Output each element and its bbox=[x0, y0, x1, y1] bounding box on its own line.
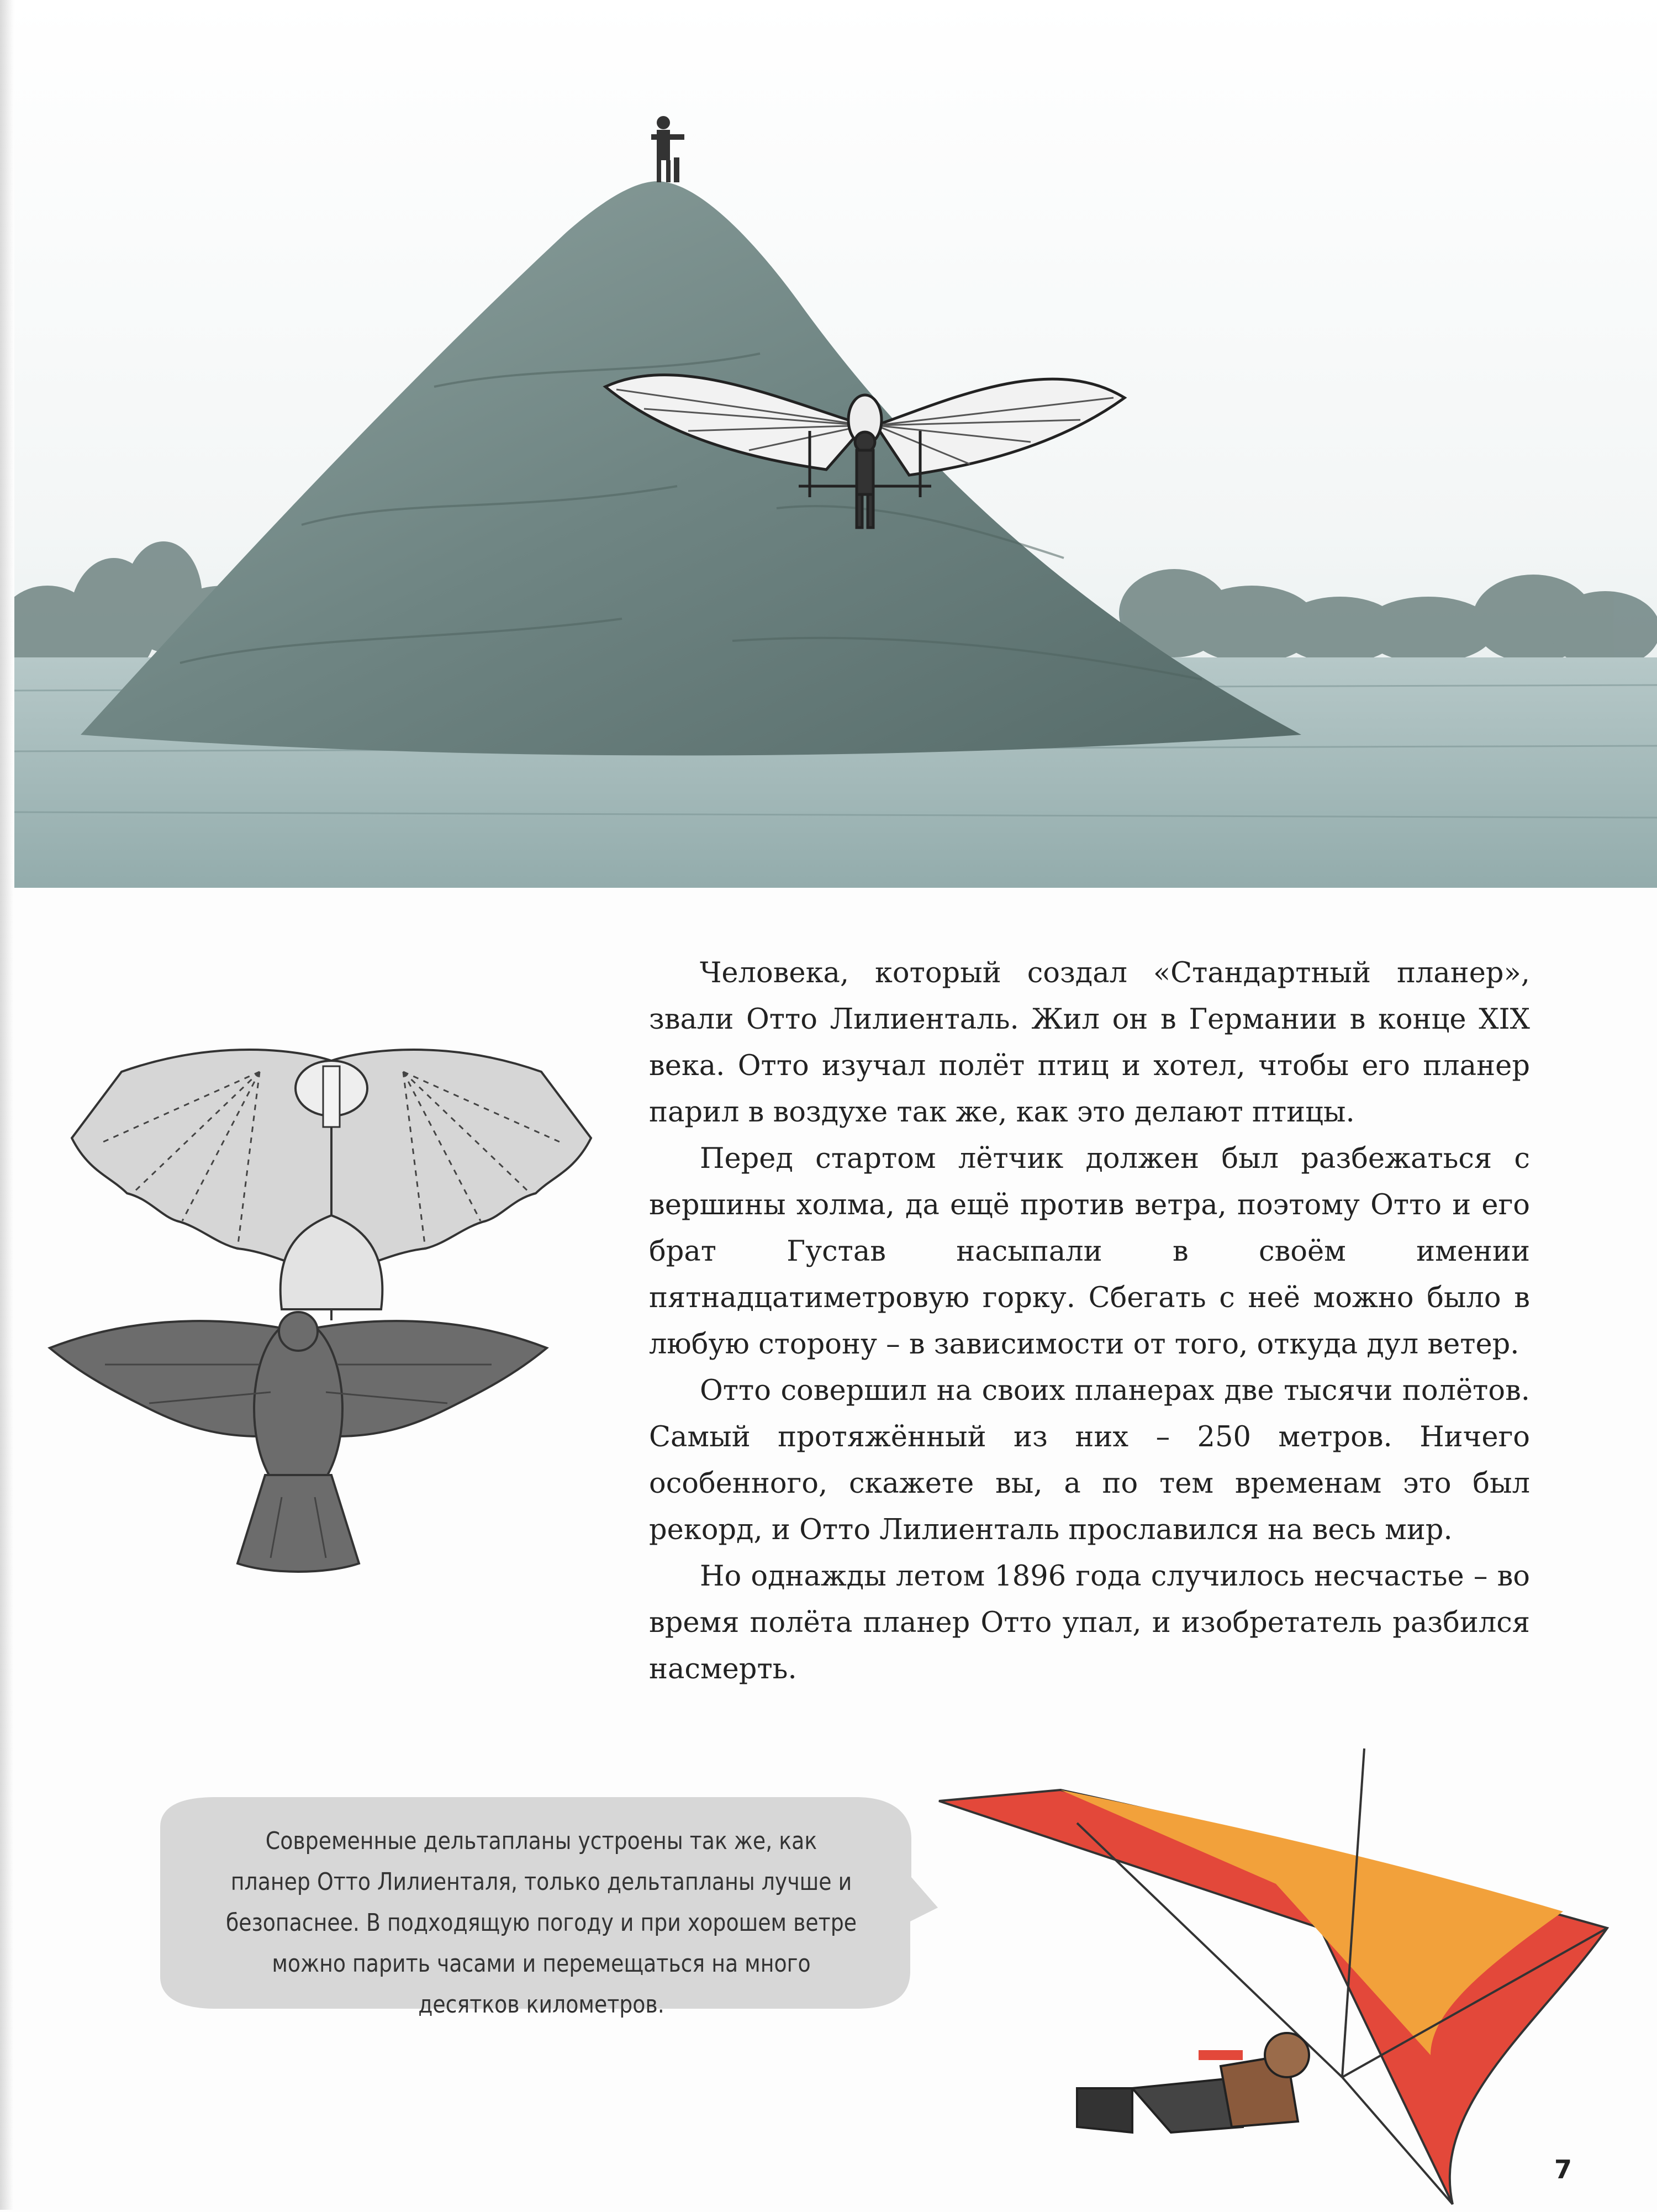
pilot bbox=[1077, 2033, 1309, 2132]
main-text bbox=[649, 950, 1530, 1693]
glider-diagram bbox=[39, 1033, 624, 1334]
paragraph-2: Перед стартом лётчик должен был разбежаться с вершины холма, да ещё против ветра, поэтому Отто и его брат Густав насыпали в своём имении пятнадцатиметровую горку. Сбегать с неё можно было в любую сторону – в зависимости от того, откуда дул ветер. bbox=[649, 1142, 1530, 1361]
hill-scene bbox=[14, 0, 1657, 888]
speech-bubble bbox=[138, 1794, 939, 2019]
page-spine bbox=[0, 0, 13, 2210]
bubble-text: Современные дельтапланы устроены так же, как планер Отто Лилиенталя, только дельтапланы лучше и безопаснее. В подходящую погоду и при хорошем ветре можно парить часами и перемещаться на много десятков километров. bbox=[225, 1827, 857, 2019]
bird-illustration bbox=[39, 1298, 558, 1588]
hero-illustration bbox=[14, 0, 1657, 888]
page-number: 7 bbox=[1554, 2155, 1572, 2184]
paragraph-3: Отто совершил на своих планерах две тысячи полётов. Самый протяжённый из них – 250 метров. Ничего особенного, скажете вы, а по тем временам это был рекорд, и Отто Лилиенталь прославился на весь мир. bbox=[649, 1374, 1530, 1546]
paragraph-1: Человека, который создал «Стандартный планер», звали Отто Лилиенталь. Жил он в Германии в конце XIX века. Отто изучал полёт птиц и хотел, чтобы его планер парил в воздухе так же, как это делают птицы. bbox=[649, 957, 1530, 1129]
hang-glider-illustration bbox=[933, 1746, 1629, 2212]
paragraph-4: Но однажды летом 1896 года случилось несчастье – во время полёта планер Отто упал, и изобретатель разбился насмерть. bbox=[649, 1560, 1530, 1686]
